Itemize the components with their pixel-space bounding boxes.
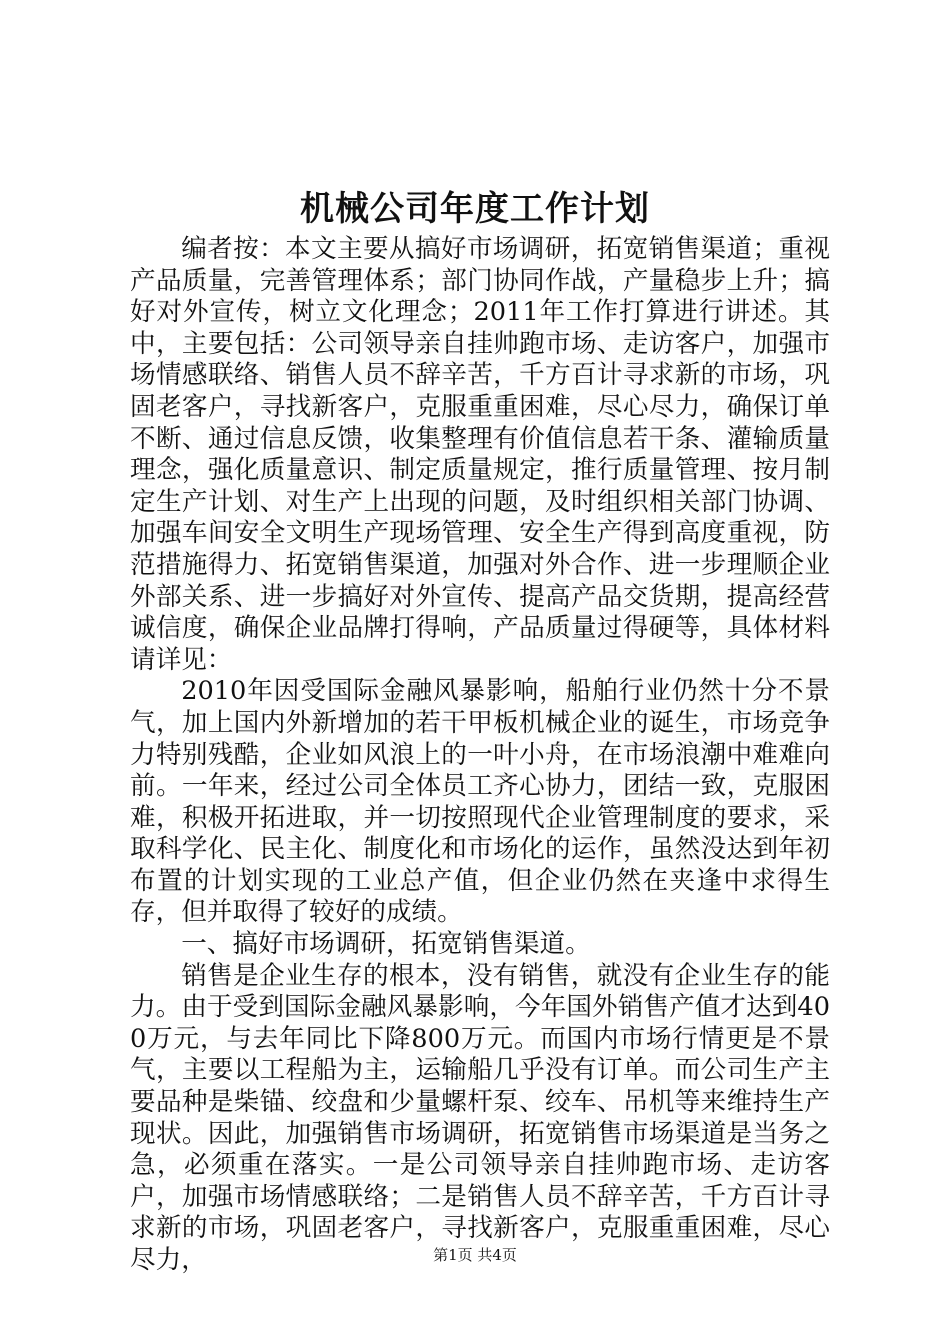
editor-note-paragraph: 编者按：本文主要从搞好市场调研，拓宽销售渠道；重视产品质量，完善管理体系；部门协同作战，产量稳步上升；搞好对外宣传，树立文化理念；2011年工作打算进行讲述。其中，主要包括：公司领导亲自挂帅跑市场、走访客户，加强市场情感联络、销售人员不辞辛苦，千方百计寻求新的市场，巩固老客户，寻找新客户，克服重重困难，尽心尽力，确保订单不断、通过信息反馈，收集整理有价值信息若干条、灌输质量理念，强化质量意识、制定质量规定，推行质量管理、按月制定生产计划、对生产上出现的问题，及时组织相关部门协调、加强车间安全文明生产现场管理、安全生产得到高度重视，防范措施得力、拓宽销售渠道，加强对外合作、进一步理顺企业外部关系、进一步搞好对外宣传、提高产品交货期，提高经营诚信度，确保企业品牌打得响，产品质量过得硬等，具体材料请详见：	[130, 234, 830, 675]
intro-paragraph: 2010年因受国际金融风暴影响，船舶行业仍然十分不景气，加上国内外新增加的若干甲板机械企业的诞生，市场竞争力特别残酷，企业如风浪上的一叶小舟，在市场浪潮中难难向前。一年来，经过公司全体员工齐心协力，团结一致，克服困难，积极开拓进取，并一切按照现代企业管理制度的要求，采取科学化、民主化、制度化和市场化的运作，虽然没达到年初布置的计划实现的工业总产值，但企业仍然在夹逢中求得生存，但并取得了较好的成绩。	[130, 676, 830, 928]
document-body	[130, 234, 830, 1277]
page-footer: 第1页 共4页	[433, 1246, 517, 1264]
sales-paragraph: 销售是企业生存的根本，没有销售，就没有企业生存的能力。由于受到国际金融风暴影响，今年国外销售产值才达到400万元，与去年同比下降800万元。而国内市场行情更是不景气，主要以工程船为主，运输船几乎没有订单。而公司生产主要品种是柴锚、绞盘和少量螺杆泵、绞车、吊机等来维持生产现状。因此，加强销售市场调研，拓宽销售市场渠道是当务之急，必须重在落实。一是公司领导亲自挂帅跑市场、走访客户，加强市场情感联络；二是销售人员不辞辛苦，千方百计寻求新的市场，巩固老客户，寻找新客户，克服重重困难，尽心尽力，	[130, 960, 830, 1275]
section-heading: 一、搞好市场调研，拓宽销售渠道。	[181, 929, 591, 960]
document-title: 机械公司年度工作计划	[300, 189, 650, 229]
